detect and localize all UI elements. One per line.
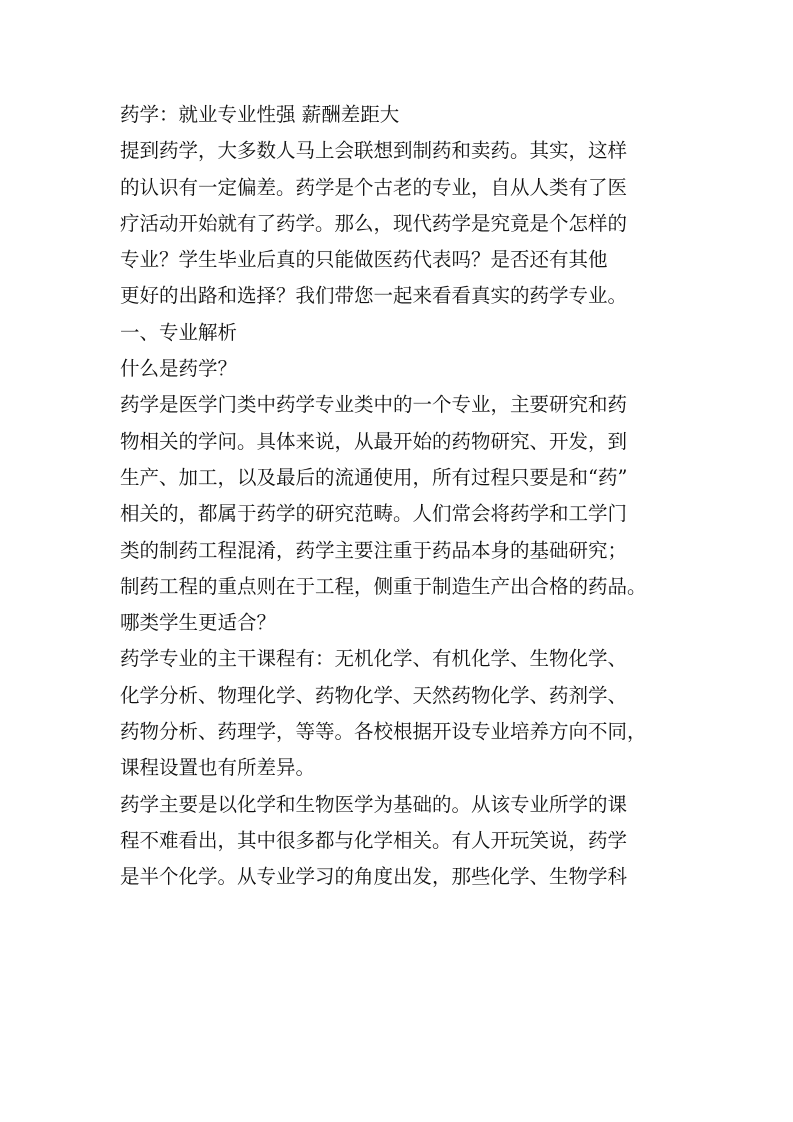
- paragraph-line: 专业？学生毕业后真的只能做医药代表吗？是否还有其他: [120, 248, 608, 272]
- paragraph-line: 药学主要是以化学和生物医学为基础的。从该专业所学的课: [120, 792, 628, 816]
- paragraph-line: 药学专业的主干课程有：无机化学、有机化学、生物化学、: [120, 647, 628, 671]
- paragraph-line: 物相关的学问。具体来说，从最开始的药物研究、开发，到: [120, 429, 628, 453]
- article-title: 药学：就业专业性强 薪酬差距大: [120, 103, 400, 126]
- subsection-heading: 哪类学生更适合？: [120, 611, 277, 635]
- paragraph-line: 药学是医学门类中药学专业类中的一个专业，主要研究和药: [120, 393, 628, 417]
- paragraph-line: 的认识有一定偏差。药学是个古老的专业，自从人类有了医: [120, 175, 628, 199]
- paragraph-line: 药物分析、药理学，等等。各校根据开设专业培养方向不同，: [120, 720, 647, 744]
- subsection-heading: 什么是药学？: [120, 357, 238, 381]
- paragraph-line: 类的制药工程混淆，药学主要注重于药品本身的基础研究；: [120, 538, 628, 562]
- paragraph-line: 相关的，都属于药学的研究范畴。人们常会将药学和工学门: [120, 502, 628, 526]
- paragraph-line: 化学分析、物理化学、药物化学、天然药物化学、药剂学、: [120, 683, 628, 707]
- document-body: [120, 97, 700, 896]
- paragraph-line: 更好的出路和选择？我们带您一起来看看真实的药学专业。: [120, 284, 628, 308]
- paragraph-line: 提到药学，大多数人马上会联想到制药和卖药。其实，这样: [120, 139, 628, 163]
- paragraph-line: 是半个化学。从专业学习的角度出发，那些化学、生物学科: [120, 865, 628, 889]
- paragraph-line: 生产、加工，以及最后的流通使用，所有过程只要是和“药”: [120, 465, 628, 489]
- paragraph-line: 制药工程的重点则在于工程，侧重于制造生产出合格的药品。: [120, 574, 647, 598]
- section-heading: 一、专业解析: [120, 320, 238, 344]
- paragraph-line: 疗活动开始就有了药学。那么，现代药学是究竟是个怎样的: [120, 211, 628, 235]
- paragraph-line: 课程设置也有所差异。: [120, 756, 316, 780]
- paragraph-line: 程不难看出，其中很多都与化学相关。有人开玩笑说，药学: [120, 828, 628, 852]
